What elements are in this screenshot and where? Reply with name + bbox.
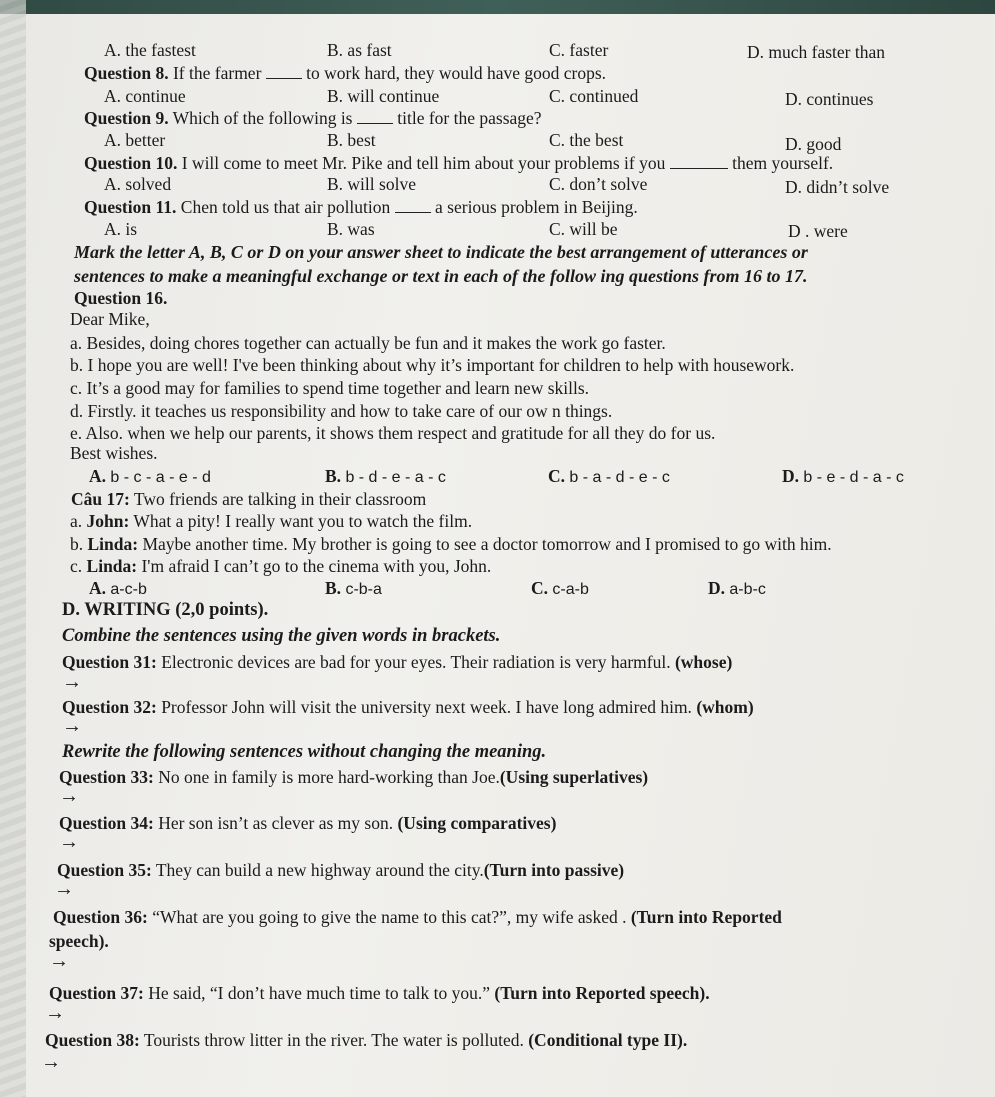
question-text: them yourself. [727,153,834,173]
dialogue-prefix: c. [70,556,87,576]
option [548,466,670,488]
question-34 [59,813,556,833]
answer-arrow[interactable]: → [62,715,82,737]
section-instruction: Rewrite the following sentences without changing the meaning. [62,742,547,762]
question-label: Question 37: [49,983,144,1003]
section-heading: D. WRITING (2,0 points). [62,600,269,620]
option: C. continued [549,86,639,106]
question-text: Which of the following is [168,108,357,128]
question-hint: (Using comparatives) [397,813,557,833]
option-text: b - c - a - e - d [110,469,211,486]
question-text: Her son isn’t as clever as my son. [153,813,398,833]
option-letter: D. [708,578,726,598]
question-text: a serious problem in Beijing. [430,197,638,217]
option [531,578,589,600]
answer-arrow[interactable]: → [54,878,74,900]
question-35 [57,860,624,880]
question-label: Question 33: [59,767,154,787]
question-11 [84,197,638,217]
question-label: Question 9. [84,108,169,128]
option: D. good [785,134,842,154]
option: A. better [104,130,166,150]
option [89,578,147,600]
option-text: c-a-b [552,581,589,598]
question-label: Question 32: [62,697,157,717]
question-text: Electronic devices are bad for your eyes. Their radiation is very harmful. [156,652,675,672]
question-36 [53,907,782,927]
option-text: b - a - d - e - c [569,469,670,486]
question-text: No one in family is more hard-working than Joe. [153,767,500,787]
option: D. much faster than [747,42,886,62]
dialogue-text: What a pity! I really want you to watch the film. [129,511,473,531]
option: B. will solve [327,174,416,194]
option-text: b - e - d - a - c [803,469,904,486]
option-text: b - d - e - a - c [345,469,446,486]
dialogue-line [70,511,472,531]
speaker: Linda: [86,556,138,576]
option-letter: D. [782,466,800,486]
question-label: Question 34: [59,813,154,833]
question-17 [71,489,426,509]
section-instruction: sentences to make a meaningful exchange or text in each of the follow ing questions from 16 to 17. [74,266,808,286]
question-text: Two friends are talking in their classroom [129,489,427,509]
question-hint: (Using superlatives) [499,767,649,787]
option: C. faster [549,40,609,60]
question-hint: speech). [49,931,109,951]
section-instruction: Mark the letter A, B, C or D on your answer sheet to indicate the best arrangement of utterances or [74,242,808,262]
option: A. the fastest [104,40,196,60]
question-text: title for the passage? [392,108,542,128]
option: D. didn’t solve [785,177,890,197]
dialogue-line [70,534,832,554]
letter-line: a. Besides, doing chores together can actually be fun and it makes the work go faster. [70,333,666,353]
question-hint: (Turn into Reported [630,907,782,927]
question-hint: (Conditional type II). [528,1030,688,1050]
option [325,578,382,600]
answer-blank[interactable] [357,109,393,124]
option: A. continue [104,86,186,106]
background-edge-left [0,0,26,1097]
letter-greeting: Dear Mike, [70,309,150,329]
dialogue-line [70,556,491,576]
option: C. the best [549,130,624,150]
answer-arrow[interactable]: → [59,831,79,853]
question-8 [84,63,606,83]
question-label: Question 10. [84,153,178,173]
option: B. was [327,219,375,239]
option-letter: B. [325,578,342,598]
question-text: He said, “I don’t have much time to talk to you.” [143,983,495,1003]
question-32 [62,697,754,717]
speaker: John: [86,511,130,531]
option: A. is [104,219,138,239]
question-text: Chen told us that air pollution [176,197,395,217]
option-letter: B. [325,466,342,486]
option: C. will be [549,219,618,239]
letter-line: b. I hope you are well! I've been thinking about why it’s important for children to help with housework. [70,355,795,375]
answer-arrow[interactable]: → [41,1051,61,1073]
question-text: They can build a new highway around the city. [151,860,484,880]
dialogue-text: Maybe another time. My brother is going to see a doctor tomorrow and I promised to go with him. [138,534,832,554]
option: C. don’t solve [549,174,648,194]
question-hint: (whom) [696,697,754,717]
question-33 [59,767,648,787]
question-label: Question 11. [84,197,177,217]
option: B. as fast [327,40,392,60]
question-text: Tourists throw litter in the river. The water is polluted. [139,1030,529,1050]
question-text: Professor John will visit the university next week. I have long admired him. [156,697,697,717]
question-text: I will come to meet Mr. Pike and tell him about your problems if you [177,153,670,173]
option: B. best [327,130,376,150]
question-38 [45,1030,687,1050]
option [782,466,904,488]
letter-line: d. Firstly. it teaches us responsibility and how to take care of our ow n things. [70,401,613,421]
question-9 [84,108,542,128]
question-31 [62,652,732,672]
question-label: Question 36: [53,907,148,927]
option: D. continues [785,89,874,109]
question-label: Câu 17: [71,489,130,509]
option [325,466,446,488]
answer-blank[interactable] [395,198,431,213]
background-edge [0,0,995,14]
option-letter: A. [89,466,107,486]
dialogue-text: I'm afraid I can’t go to the cinema with you, John. [137,556,492,576]
question-16-label: Question 16. [74,288,168,308]
letter-closing: Best wishes. [70,443,158,463]
letter-line: e. Also. when we help our parents, it shows them respect and gratitude for all they do for us. [70,423,716,443]
dialogue-prefix: b. [70,534,88,554]
answer-blank[interactable] [670,154,728,169]
answer-arrow[interactable]: → [59,785,79,807]
question-label: Question 8. [84,63,169,83]
speaker: Linda: [87,534,139,554]
question-text: If the farmer [168,63,266,83]
dialogue-prefix: a. [70,511,87,531]
question-label: Question 31: [62,652,157,672]
question-hint: (Turn into Reported speech). [494,983,710,1003]
question-label: Question 38: [45,1030,140,1050]
letter-line: c. It’s a good may for families to spend time together and learn new skills. [70,378,590,398]
question-label: Question 35: [57,860,152,880]
option-letter: C. [548,466,566,486]
option: B. will continue [327,86,440,106]
question-37 [49,983,710,1003]
answer-blank[interactable] [266,64,302,79]
question-text: “What are you going to give the name to this cat?”, my wife asked . [147,907,631,927]
option: D . were [788,221,848,241]
question-10 [84,153,833,173]
option-letter: C. [531,578,549,598]
option [708,578,766,600]
option-letter: A. [89,578,107,598]
option-text: a-b-c [729,581,766,598]
option-text: c-b-a [345,581,382,598]
question-hint: (whose) [674,652,733,672]
question-text: to work hard, they would have good crops. [301,63,607,83]
option [89,466,211,488]
answer-arrow[interactable]: → [62,671,82,693]
answer-arrow[interactable]: → [49,950,69,972]
section-instruction: Combine the sentences using the given words in brackets. [62,626,501,646]
option-text: a-c-b [110,581,147,598]
question-hint: (Turn into passive) [483,860,625,880]
answer-arrow[interactable]: → [45,1002,65,1024]
option: A. solved [104,174,172,194]
